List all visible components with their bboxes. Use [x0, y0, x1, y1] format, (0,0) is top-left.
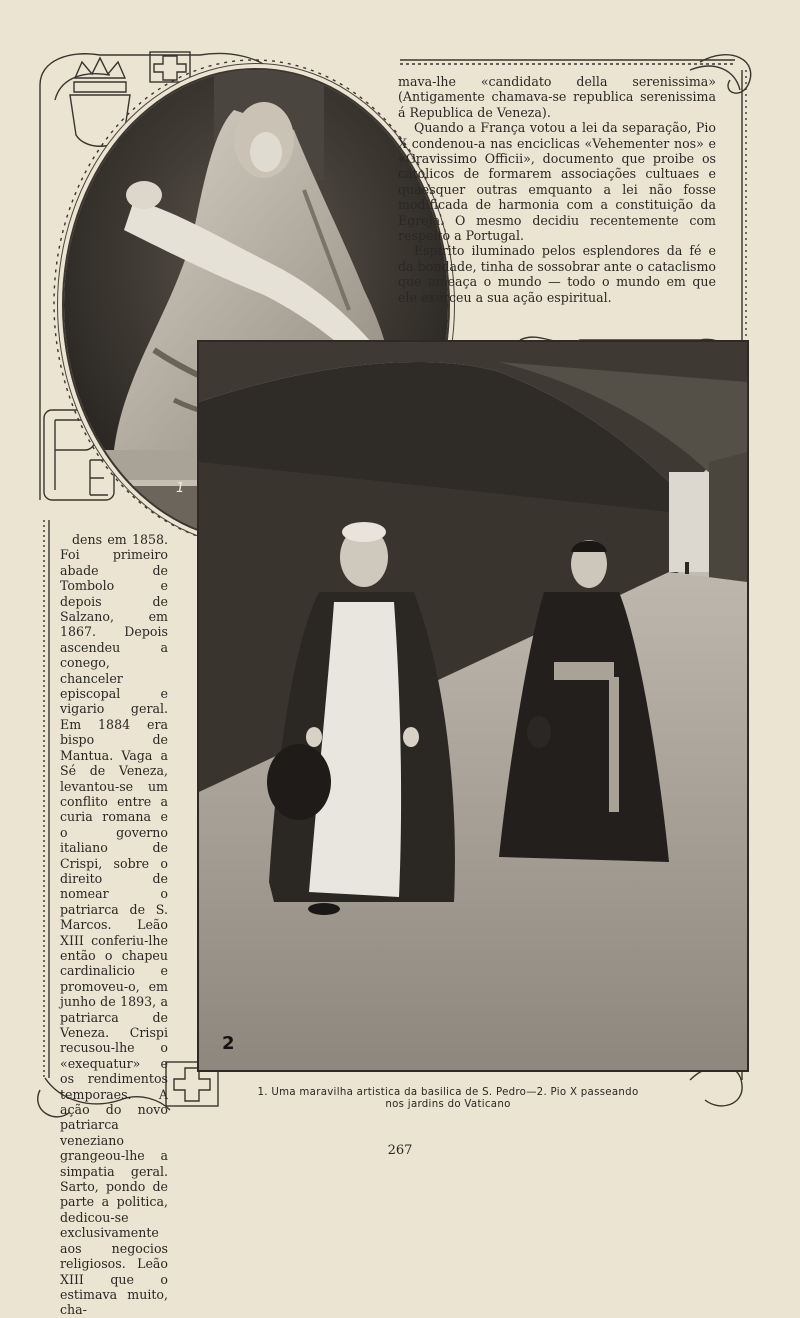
caption-line: nos jardins do Vaticano	[385, 1099, 511, 1110]
caption-line: 1. Uma maravilha artistica da basilica de S. Pedro—2. Pio X passeando	[257, 1087, 639, 1098]
article-text-right	[398, 74, 716, 305]
page-number: 267	[387, 1143, 413, 1158]
paragraph: dens em 1858. Foi primeiro abade de Tombolo e depois de Salzano, em 1867. Depois ascendeu a conego, chanceler episcopal e vigario geral. Em 1884 era bispo de Mantua. Vaga a Sé de Veneza, levantou-se um conflito entre a curia romana e o governo italiano de Crispi, sobre o direito de nomear o patriarca de S. Marcos. Leão XIII conferiu-lhe então o chapeu cardinalicio e promoveu-o, em junho de 1893, a patriarca de Veneza. Crispi recusou-lhe o «exequatur» e os rendimentos temporaes. A ação do novo patriarca veneziano grangeou-lhe a simpatia geral. Sarto, pondo de parte a politica, dedicou-se exclusivamente aos negocios religiosos. Leão XIII que o estimava muito, cha-	[60, 532, 168, 1318]
article-text-left	[60, 532, 168, 1318]
paragraph: mava-lhe «candidato della serenissima» (Antigamente chamava-se republica serenissima á Republica de Veneza).	[398, 74, 716, 120]
paragraph: Espirito iluminado pelos esplendores da fé e da bondade, tinha de sossobrar ante o cataclismo que ameaça o mundo — todo o mundo em que ele exerceu a sua ação espiritual.	[398, 243, 716, 305]
paragraph: Quando a França votou a lei da separação, Pio X condenou-a nas enciclicas «Vehementer nos» e «Gravissimo Officii», documento que proibe os catolicos de formarem associações cultuaes e quaesquer outras emquanto a lei não fosse modificada de harmonia com a constituição da Egreja. O mesmo decidiu recentemente com respeito a Portugal.	[398, 120, 716, 244]
photo-number-2: 2	[222, 1033, 235, 1054]
photo-number-1: 1	[176, 481, 185, 496]
photo-caption	[238, 1087, 658, 1111]
pius-x-photo	[197, 340, 749, 1072]
